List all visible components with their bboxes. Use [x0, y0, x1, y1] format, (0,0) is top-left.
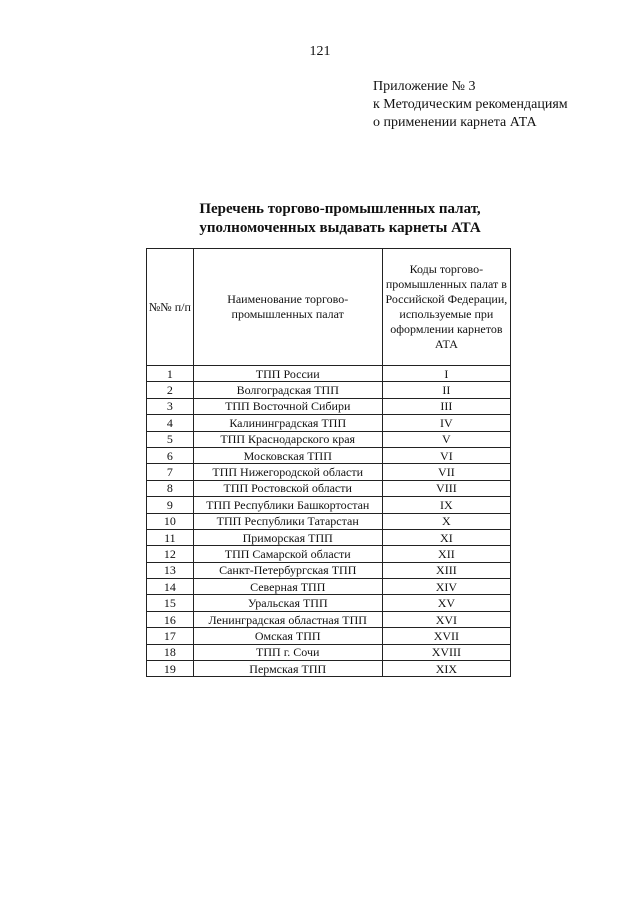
appendix-line-1: Приложение № 3 — [373, 79, 476, 94]
chamber-name-cell: Северная ТПП — [193, 579, 382, 595]
chamber-name-cell: ТПП России — [193, 366, 382, 382]
row-number-cell: 8 — [147, 480, 194, 496]
chamber-code-cell: IX — [382, 497, 510, 513]
table-header-row — [147, 249, 511, 366]
table-row — [147, 562, 511, 578]
table-row — [147, 611, 511, 627]
chamber-code-cell: XIV — [382, 579, 510, 595]
row-number-cell: 6 — [147, 447, 194, 463]
chamber-name-cell: Пермская ТПП — [193, 661, 382, 677]
row-number-cell: 4 — [147, 415, 194, 431]
chamber-name-cell: Волгоградская ТПП — [193, 382, 382, 398]
row-number-cell: 14 — [147, 579, 194, 595]
table-row — [147, 480, 511, 496]
chamber-code-cell: V — [382, 431, 510, 447]
appendix-caption — [373, 78, 568, 132]
document-title-line-1: Перечень торгово-промышленных палат, — [199, 201, 481, 217]
row-number-cell: 12 — [147, 546, 194, 562]
header-chamber-name: Наименование торгово-промышленных палат — [193, 249, 382, 366]
chamber-name-cell: ТПП Самарской области — [193, 546, 382, 562]
table-row — [147, 628, 511, 644]
table-row — [147, 464, 511, 480]
table-row — [147, 513, 511, 529]
row-number-cell: 17 — [147, 628, 194, 644]
chamber-code-cell: XI — [382, 529, 510, 545]
row-number-cell: 13 — [147, 562, 194, 578]
table-row — [147, 497, 511, 513]
table-row — [147, 382, 511, 398]
chamber-name-cell: Санкт-Петербургская ТПП — [193, 562, 382, 578]
chambers-table — [146, 248, 511, 677]
row-number-cell: 19 — [147, 661, 194, 677]
table-row — [147, 579, 511, 595]
table-row — [147, 546, 511, 562]
chamber-code-cell: XVIII — [382, 644, 510, 660]
row-number-cell: 16 — [147, 611, 194, 627]
row-number-cell: 9 — [147, 497, 194, 513]
chamber-name-cell: ТПП Краснодарского края — [193, 431, 382, 447]
chamber-name-cell: ТПП г. Сочи — [193, 644, 382, 660]
chamber-code-cell: VIII — [382, 480, 510, 496]
chamber-name-cell: ТПП Нижегородской области — [193, 464, 382, 480]
chamber-name-cell: Уральская ТПП — [193, 595, 382, 611]
chamber-code-cell: II — [382, 382, 510, 398]
chamber-code-cell: I — [382, 366, 510, 382]
table-row — [147, 366, 511, 382]
chamber-name-cell: ТПП Восточной Сибири — [193, 398, 382, 414]
chamber-code-cell: XIX — [382, 661, 510, 677]
chamber-code-cell: IV — [382, 415, 510, 431]
table-row — [147, 398, 511, 414]
chamber-name-cell: Приморская ТПП — [193, 529, 382, 545]
chamber-name-cell: Московская ТПП — [193, 447, 382, 463]
row-number-cell: 18 — [147, 644, 194, 660]
table-row — [147, 415, 511, 431]
row-number-cell: 7 — [147, 464, 194, 480]
header-number: №№ п/п — [147, 249, 194, 366]
row-number-cell: 11 — [147, 529, 194, 545]
chamber-code-cell: XIII — [382, 562, 510, 578]
row-number-cell: 5 — [147, 431, 194, 447]
header-chamber-code: Коды торгово-промышленных палат в Российской Федерации, используемые при оформлении карнетов АТА — [382, 249, 510, 366]
table-row — [147, 447, 511, 463]
chamber-code-cell: III — [382, 398, 510, 414]
row-number-cell: 1 — [147, 366, 194, 382]
table-row — [147, 595, 511, 611]
document-title-line-2: уполномоченных выдавать карнеты АТА — [199, 220, 481, 236]
chamber-code-cell: XII — [382, 546, 510, 562]
table-row — [147, 661, 511, 677]
chamber-name-cell: ТПП Республики Татарстан — [193, 513, 382, 529]
table-row — [147, 431, 511, 447]
table-body — [147, 366, 511, 677]
appendix-line-3: о применении карнета АТА — [373, 115, 537, 130]
table-row — [147, 644, 511, 660]
row-number-cell: 10 — [147, 513, 194, 529]
row-number-cell: 3 — [147, 398, 194, 414]
chamber-name-cell: Калининградская ТПП — [193, 415, 382, 431]
chamber-code-cell: XVII — [382, 628, 510, 644]
appendix-line-2: к Методическим рекомендациям — [373, 97, 568, 112]
row-number-cell: 15 — [147, 595, 194, 611]
chamber-name-cell: ТПП Ростовской области — [193, 480, 382, 496]
chamber-name-cell: ТПП Республики Башкортостан — [193, 497, 382, 513]
row-number-cell: 2 — [147, 382, 194, 398]
chamber-code-cell: X — [382, 513, 510, 529]
document-title — [0, 200, 640, 238]
page-number: 121 — [309, 44, 331, 59]
chamber-code-cell: XVI — [382, 611, 510, 627]
chamber-code-cell: XV — [382, 595, 510, 611]
chamber-code-cell: VI — [382, 447, 510, 463]
chamber-name-cell: Ленинградская областная ТПП — [193, 611, 382, 627]
chamber-code-cell: VII — [382, 464, 510, 480]
table-row — [147, 529, 511, 545]
chamber-name-cell: Омская ТПП — [193, 628, 382, 644]
